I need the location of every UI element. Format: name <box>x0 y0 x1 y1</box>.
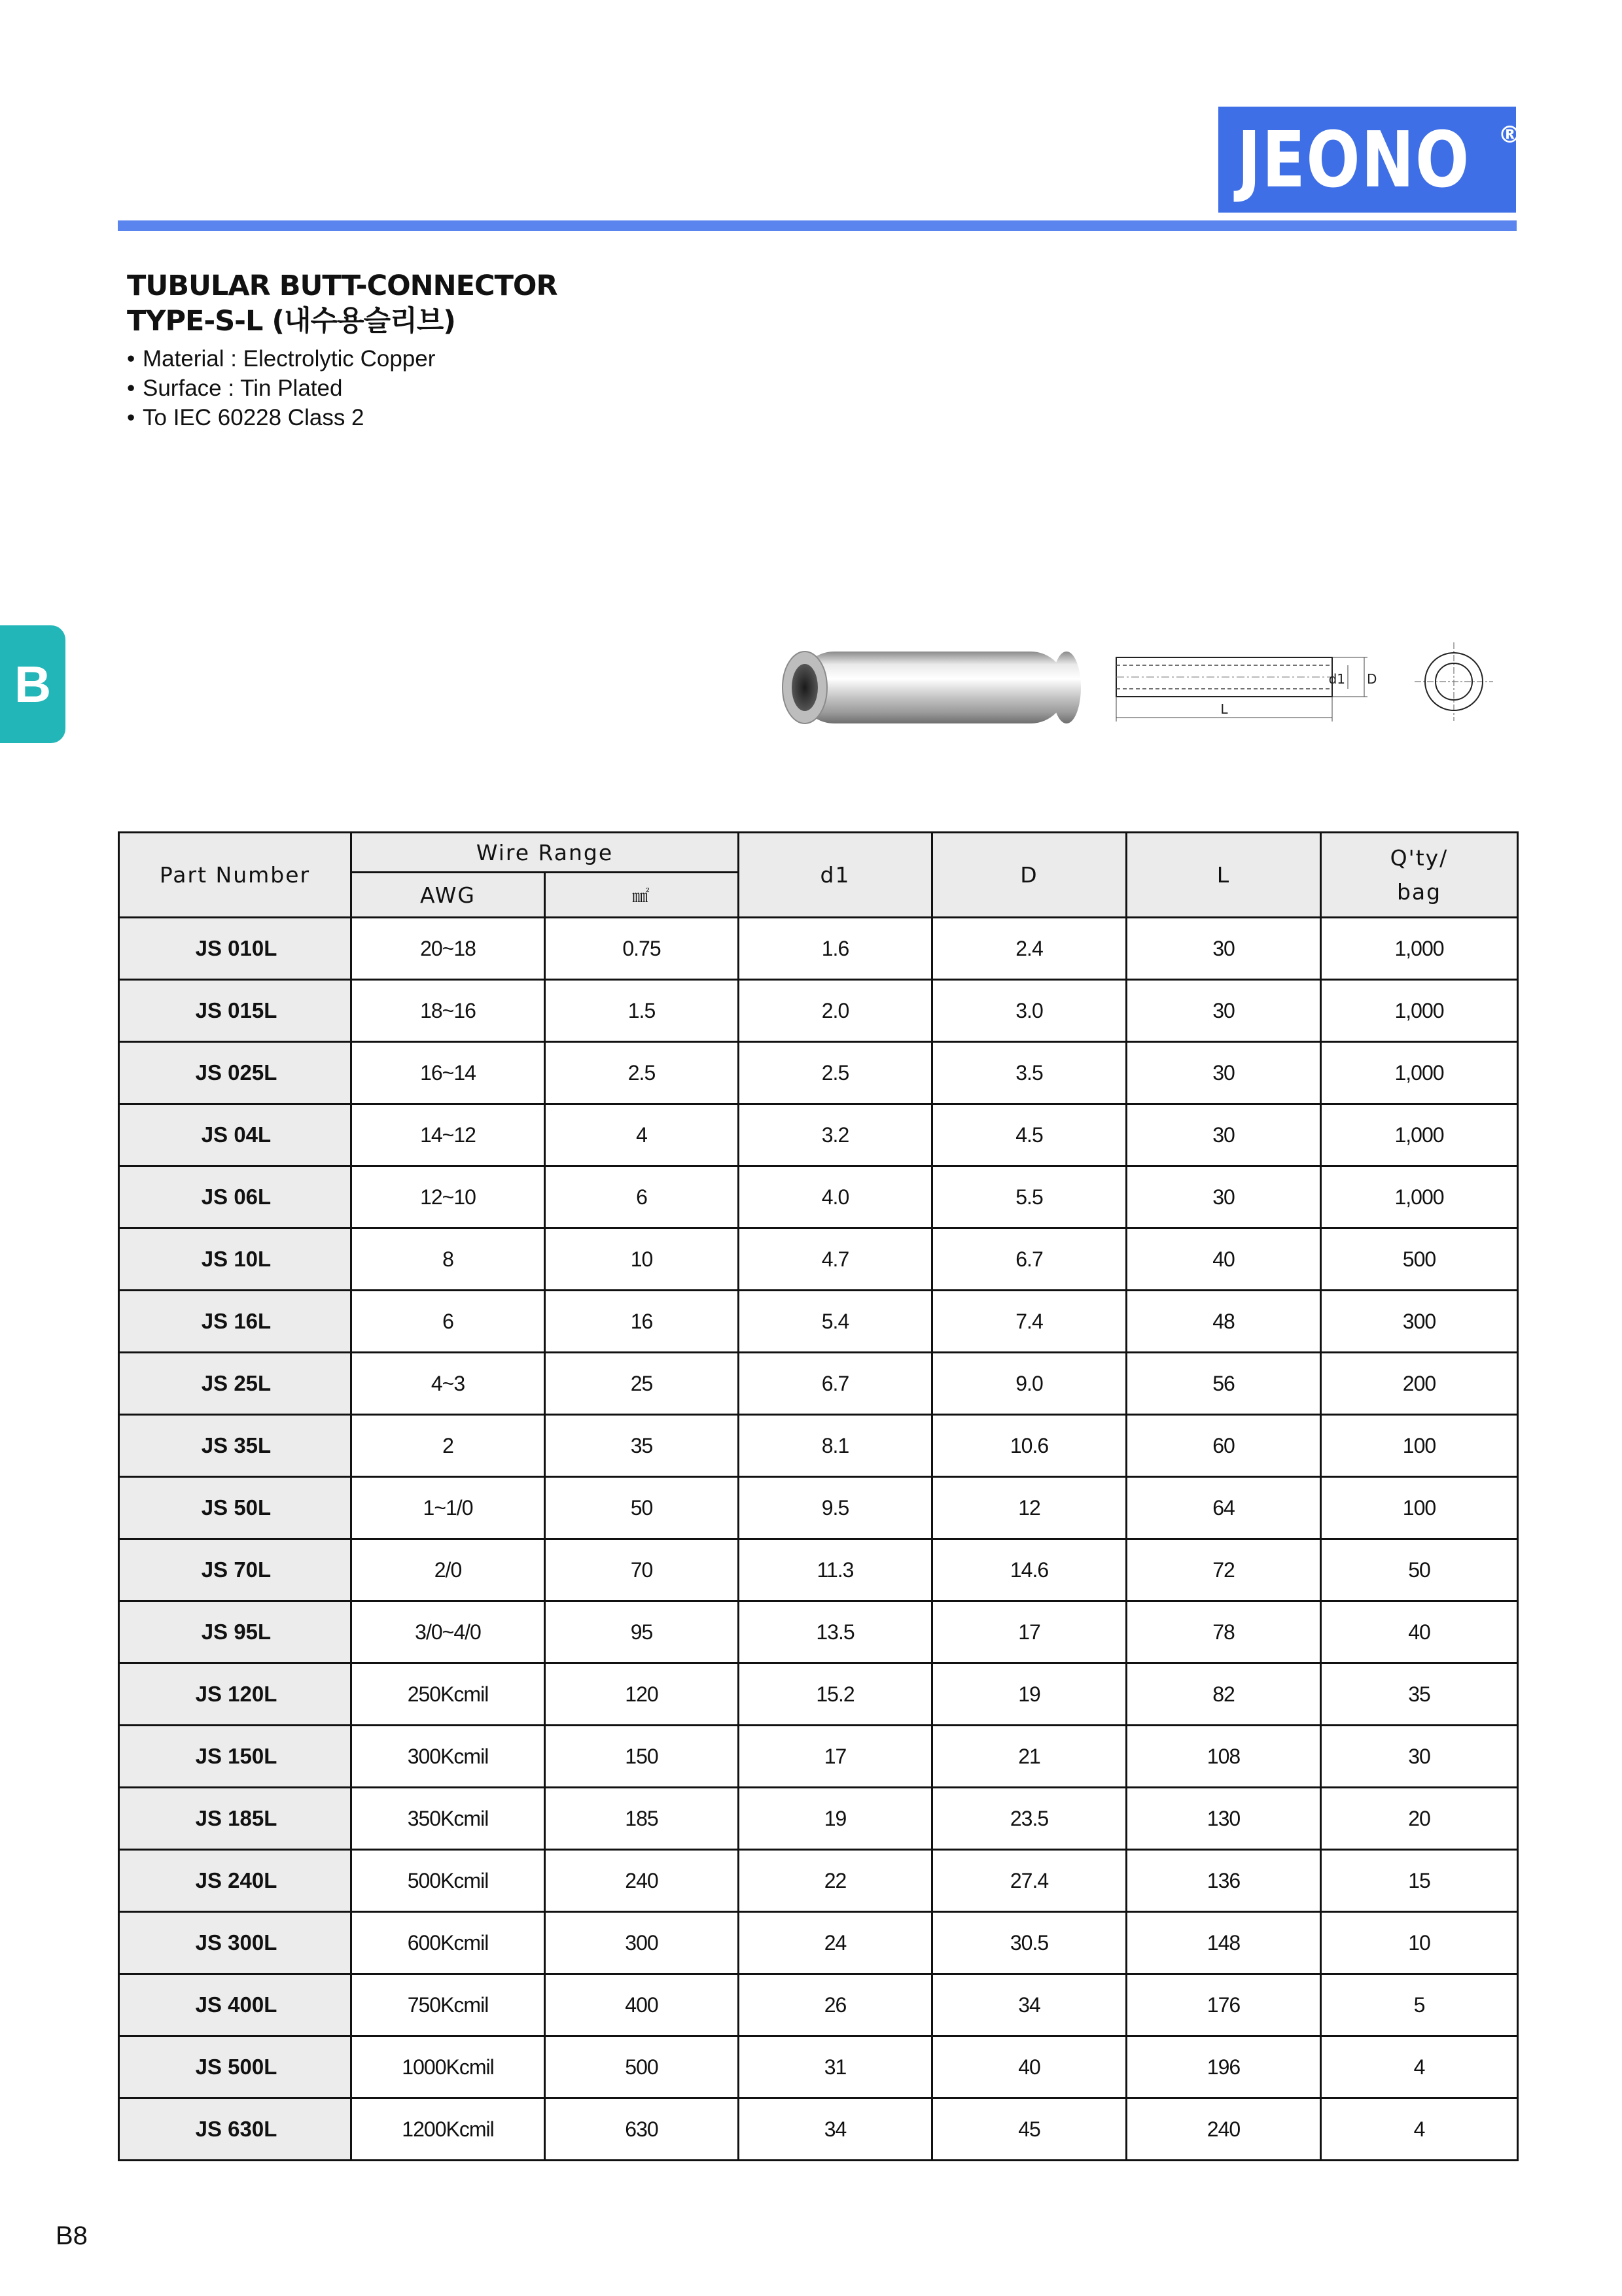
cell-L: 30 <box>1127 1166 1321 1228</box>
cell-qty: 5 <box>1321 1974 1518 2036</box>
cell-awg: 2 <box>351 1415 545 1477</box>
part-number-text: JS 04L <box>201 1122 272 1147</box>
cell-mm2: 70 <box>545 1539 739 1601</box>
cell-mm2: 185 <box>545 1788 739 1850</box>
cell-d1: 13.5 <box>739 1601 932 1663</box>
cell-part-number <box>119 980 351 1042</box>
cell-awg: 750Kcmil <box>351 1974 545 2036</box>
cell-qty: 100 <box>1321 1477 1518 1539</box>
cell-qty: 1,000 <box>1321 1166 1518 1228</box>
cell-d1: 4.0 <box>739 1166 932 1228</box>
cell-D: 2.4 <box>932 918 1127 980</box>
end-view-drawing <box>1413 641 1494 722</box>
cell-d1: 4.7 <box>739 1228 932 1291</box>
cell-d1: 26 <box>739 1974 932 2036</box>
cell-mm2: 0.75 <box>545 918 739 980</box>
cell-L: 196 <box>1127 2036 1321 2098</box>
part-number-text: JS 50L <box>201 1495 272 1520</box>
table-row <box>119 1415 1518 1477</box>
cell-L: 64 <box>1127 1477 1321 1539</box>
cell-part-number <box>119 1601 351 1663</box>
cell-d1: 19 <box>739 1788 932 1850</box>
table-row <box>119 918 1518 980</box>
table-row <box>119 2036 1518 2098</box>
cell-part-number <box>119 1477 351 1539</box>
table-row <box>119 980 1518 1042</box>
cell-d1: 9.5 <box>739 1477 932 1539</box>
table-row <box>119 1042 1518 1104</box>
cell-part-number <box>119 1912 351 1974</box>
registered-mark: ® <box>1498 121 1523 148</box>
table-row <box>119 2098 1518 2161</box>
part-number-text: JS 10L <box>201 1247 272 1271</box>
cell-mm2: 240 <box>545 1850 739 1912</box>
label-L: L <box>1220 701 1228 717</box>
cell-D: 4.5 <box>932 1104 1127 1166</box>
header-wire-range: Wire Range <box>351 833 739 873</box>
cell-d1: 11.3 <box>739 1539 932 1601</box>
label-d1: d1 <box>1328 671 1345 687</box>
cell-qty: 4 <box>1321 2098 1518 2161</box>
header-rule <box>118 220 1517 231</box>
part-number-text: JS 70L <box>201 1557 272 1582</box>
part-number-text: JS 185L <box>195 1806 277 1830</box>
cell-L: 78 <box>1127 1601 1321 1663</box>
table-row <box>119 1850 1518 1912</box>
cell-d1: 34 <box>739 2098 932 2161</box>
section-tab: B <box>0 625 65 743</box>
part-number-text: JS 400L <box>195 1992 277 2017</box>
bullet-item: • Material : Electrolytic Copper <box>127 346 436 372</box>
brand-logo <box>1218 107 1523 213</box>
cell-part-number <box>119 2098 351 2161</box>
header-L: L <box>1127 833 1321 918</box>
cell-awg: 500Kcmil <box>351 1850 545 1912</box>
cell-d1: 2.0 <box>739 980 932 1042</box>
cell-awg: 12~10 <box>351 1166 545 1228</box>
cell-qty: 10 <box>1321 1912 1518 1974</box>
cell-part-number <box>119 2036 351 2098</box>
cell-L: 48 <box>1127 1291 1321 1353</box>
cell-part-number <box>119 1042 351 1104</box>
part-number-text: JS 025L <box>195 1060 277 1085</box>
cell-D: 19 <box>932 1663 1127 1726</box>
cell-mm2: 500 <box>545 2036 739 2098</box>
part-number-text: JS 16L <box>201 1309 272 1333</box>
cell-part-number <box>119 1974 351 2036</box>
header-mm2: ㎟ <box>545 873 739 918</box>
product-heading <box>127 268 557 432</box>
cell-qty: 1,000 <box>1321 1104 1518 1166</box>
part-number-text: JS 300L <box>195 1930 277 1955</box>
cell-L: 30 <box>1127 918 1321 980</box>
cell-D: 9.0 <box>932 1353 1127 1415</box>
cell-awg: 16~14 <box>351 1042 545 1104</box>
cell-d1: 15.2 <box>739 1663 932 1726</box>
cell-L: 176 <box>1127 1974 1321 2036</box>
cell-D: 6.7 <box>932 1228 1127 1291</box>
cell-d1: 17 <box>739 1726 932 1788</box>
cell-mm2: 95 <box>545 1601 739 1663</box>
page-number: B8 <box>56 2221 88 2250</box>
cell-L: 40 <box>1127 1228 1321 1291</box>
cell-mm2: 4 <box>545 1104 739 1166</box>
header-awg: AWG <box>351 873 545 918</box>
cell-awg: 20~18 <box>351 918 545 980</box>
bullet-item: • To IEC 60228 Class 2 <box>127 405 364 430</box>
part-number-text: JS 240L <box>195 1868 277 1892</box>
product-type: TYPE-S-L (내수용슬리브) <box>127 305 455 338</box>
cell-L: 82 <box>1127 1663 1321 1726</box>
part-number-text: JS 120L <box>195 1682 277 1706</box>
cell-part-number <box>119 1663 351 1726</box>
cell-L: 30 <box>1127 1042 1321 1104</box>
spec-bullets <box>127 344 557 432</box>
cell-L: 30 <box>1127 1104 1321 1166</box>
part-number-text: JS 015L <box>195 998 277 1022</box>
cell-qty: 1,000 <box>1321 1042 1518 1104</box>
cell-mm2: 35 <box>545 1415 739 1477</box>
cell-D: 30.5 <box>932 1912 1127 1974</box>
cell-part-number <box>119 1415 351 1477</box>
cell-D: 34 <box>932 1974 1127 2036</box>
cell-part-number <box>119 1104 351 1166</box>
header-qty <box>1321 833 1518 918</box>
cell-awg: 14~12 <box>351 1104 545 1166</box>
cell-D: 21 <box>932 1726 1127 1788</box>
cell-part-number <box>119 1291 351 1353</box>
header-d1: d1 <box>739 833 932 918</box>
cell-awg: 350Kcmil <box>351 1788 545 1850</box>
part-number-text: JS 630L <box>195 2117 277 2141</box>
part-number-text: JS 25L <box>201 1371 272 1395</box>
table-row <box>119 1788 1518 1850</box>
cell-qty: 1,000 <box>1321 918 1518 980</box>
cell-awg: 250Kcmil <box>351 1663 545 1726</box>
cell-d1: 1.6 <box>739 918 932 980</box>
cell-awg: 1200Kcmil <box>351 2098 545 2161</box>
cell-D: 17 <box>932 1601 1127 1663</box>
cell-d1: 8.1 <box>739 1415 932 1477</box>
cell-part-number <box>119 918 351 980</box>
cell-part-number <box>119 1353 351 1415</box>
cell-d1: 2.5 <box>739 1042 932 1104</box>
cell-L: 240 <box>1127 2098 1321 2161</box>
dimension-drawing <box>1112 644 1387 736</box>
cell-D: 27.4 <box>932 1850 1127 1912</box>
cell-mm2: 400 <box>545 1974 739 2036</box>
cell-part-number <box>119 1228 351 1291</box>
product-photo <box>779 648 1086 727</box>
cell-mm2: 150 <box>545 1726 739 1788</box>
cell-d1: 31 <box>739 2036 932 2098</box>
cell-L: 60 <box>1127 1415 1321 1477</box>
cell-mm2: 120 <box>545 1663 739 1726</box>
cell-mm2: 300 <box>545 1912 739 1974</box>
part-number-text: JS 010L <box>195 936 277 960</box>
table-row <box>119 1601 1518 1663</box>
cell-qty: 1,000 <box>1321 980 1518 1042</box>
cell-D: 40 <box>932 2036 1127 2098</box>
table-row <box>119 1912 1518 1974</box>
cell-qty: 300 <box>1321 1291 1518 1353</box>
cell-D: 3.0 <box>932 980 1127 1042</box>
table-row <box>119 1539 1518 1601</box>
cell-d1: 22 <box>739 1850 932 1912</box>
spec-table <box>118 831 1519 2161</box>
cell-L: 56 <box>1127 1353 1321 1415</box>
cell-mm2: 25 <box>545 1353 739 1415</box>
table-row <box>119 1353 1518 1415</box>
cell-part-number <box>119 1850 351 1912</box>
cell-part-number <box>119 1539 351 1601</box>
part-number-text: JS 150L <box>195 1744 277 1768</box>
cell-awg: 600Kcmil <box>351 1912 545 1974</box>
cell-d1: 5.4 <box>739 1291 932 1353</box>
cell-L: 148 <box>1127 1912 1321 1974</box>
cell-L: 130 <box>1127 1788 1321 1850</box>
label-D: D <box>1367 671 1377 687</box>
cell-L: 136 <box>1127 1850 1321 1912</box>
cell-mm2: 10 <box>545 1228 739 1291</box>
cell-awg: 8 <box>351 1228 545 1291</box>
cell-D: 14.6 <box>932 1539 1127 1601</box>
cell-awg: 1~1/0 <box>351 1477 545 1539</box>
cell-D: 7.4 <box>932 1291 1127 1353</box>
cell-part-number <box>119 1726 351 1788</box>
table-row <box>119 1663 1518 1726</box>
cell-awg: 18~16 <box>351 980 545 1042</box>
table-row <box>119 1104 1518 1166</box>
cell-D: 23.5 <box>932 1788 1127 1850</box>
cell-qty: 20 <box>1321 1788 1518 1850</box>
cell-mm2: 1.5 <box>545 980 739 1042</box>
cell-qty: 100 <box>1321 1415 1518 1477</box>
cell-L: 72 <box>1127 1539 1321 1601</box>
header-qty-line1: Q'ty/ <box>1390 844 1449 871</box>
cell-D: 12 <box>932 1477 1127 1539</box>
table-row <box>119 1228 1518 1291</box>
header-part-number: Part Number <box>119 833 351 918</box>
cell-awg: 6 <box>351 1291 545 1353</box>
cell-L: 30 <box>1127 980 1321 1042</box>
cell-part-number <box>119 1788 351 1850</box>
cell-qty: 40 <box>1321 1601 1518 1663</box>
cell-awg: 300Kcmil <box>351 1726 545 1788</box>
table-row <box>119 1291 1518 1353</box>
cell-qty: 15 <box>1321 1850 1518 1912</box>
cell-mm2: 16 <box>545 1291 739 1353</box>
cell-D: 10.6 <box>932 1415 1127 1477</box>
cell-awg: 1000Kcmil <box>351 2036 545 2098</box>
cell-D: 45 <box>932 2098 1127 2161</box>
cell-D: 5.5 <box>932 1166 1127 1228</box>
part-number-text: JS 500L <box>195 2055 277 2079</box>
cell-awg: 2/0 <box>351 1539 545 1601</box>
cell-qty: 500 <box>1321 1228 1518 1291</box>
cell-qty: 30 <box>1321 1726 1518 1788</box>
cell-d1: 3.2 <box>739 1104 932 1166</box>
part-number-text: JS 95L <box>201 1620 272 1644</box>
part-number-text: JS 06L <box>201 1185 272 1209</box>
cell-mm2: 630 <box>545 2098 739 2161</box>
cell-qty: 4 <box>1321 2036 1518 2098</box>
cell-D: 3.5 <box>932 1042 1127 1104</box>
cell-awg: 4~3 <box>351 1353 545 1415</box>
table-row <box>119 1477 1518 1539</box>
cell-qty: 35 <box>1321 1663 1518 1726</box>
cell-L: 108 <box>1127 1726 1321 1788</box>
table-row <box>119 1726 1518 1788</box>
header-qty-line2: bag <box>1396 878 1442 905</box>
product-title: TUBULAR BUTT-CONNECTOR <box>127 270 557 302</box>
cell-d1: 24 <box>739 1912 932 1974</box>
part-number-text: JS 35L <box>201 1433 272 1457</box>
table-row <box>119 1166 1518 1228</box>
header-D: D <box>932 833 1127 918</box>
brand-name: JEONO <box>1237 114 1470 205</box>
cell-mm2: 6 <box>545 1166 739 1228</box>
cell-qty: 200 <box>1321 1353 1518 1415</box>
cell-awg: 3/0~4/0 <box>351 1601 545 1663</box>
cell-qty: 50 <box>1321 1539 1518 1601</box>
table-row <box>119 1974 1518 2036</box>
bullet-item: • Surface : Tin Plated <box>127 375 343 401</box>
cell-mm2: 2.5 <box>545 1042 739 1104</box>
cell-mm2: 50 <box>545 1477 739 1539</box>
cell-d1: 6.7 <box>739 1353 932 1415</box>
cell-part-number <box>119 1166 351 1228</box>
